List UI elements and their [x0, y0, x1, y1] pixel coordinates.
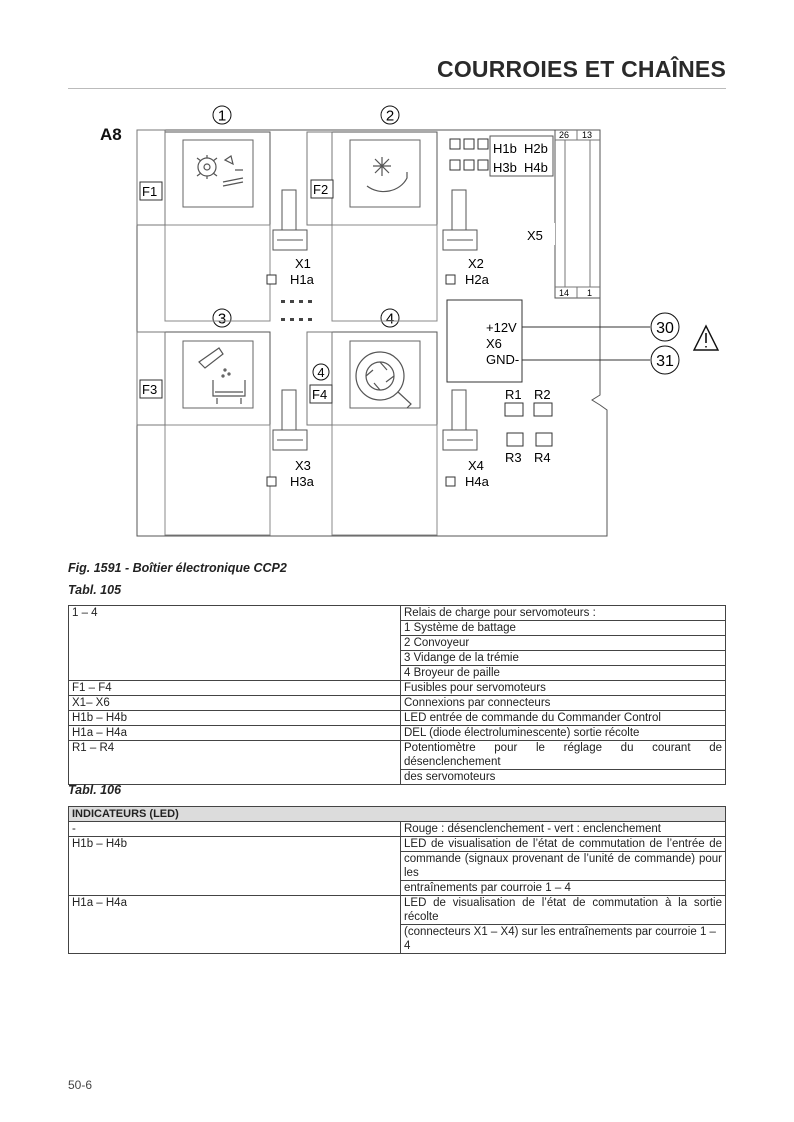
table-row	[69, 606, 726, 621]
relay-number-4	[381, 309, 399, 328]
table-row	[69, 636, 726, 651]
terminal-bottom-left: 14	[559, 288, 570, 298]
table-cell: Relais de charge pour servomoteurs :	[401, 606, 726, 621]
table-cell: H1a – H4a	[69, 726, 401, 741]
table-cell: 2 Convoyeur	[401, 636, 726, 651]
fuse-f3-label: F3	[142, 382, 158, 397]
relay-number-3	[213, 309, 231, 328]
table-cell: 1 – 4	[69, 606, 401, 621]
svg-text:2: 2	[385, 107, 395, 125]
pot-r1-label: R1	[505, 387, 522, 402]
connector-x3-plug	[273, 390, 307, 450]
terminal-x5-label: X5	[527, 228, 543, 243]
table-cell: H1b – H4b	[69, 837, 401, 852]
svg-text:1: 1	[217, 107, 227, 125]
table-header: INDICATEURS (LED)	[69, 807, 726, 822]
pot-r1	[505, 403, 523, 416]
table-row	[69, 696, 726, 711]
table-cell: H1b – H4b	[69, 711, 401, 726]
relay-number-2	[381, 106, 399, 125]
table-cell: LED de visualisation de l’état de commutation de l’entrée de	[401, 837, 726, 852]
header-rule	[68, 88, 726, 89]
figure-caption: Fig. 1591 - Boîtier électronique CCP2	[68, 561, 287, 575]
fuse-f1-label: F1	[142, 184, 158, 199]
table-cell: LED de visualisation de l’état de commutation à la sortie récolte	[401, 896, 726, 925]
page-number: 50-6	[68, 1078, 93, 1092]
led-h3a	[267, 477, 276, 486]
table-cell	[69, 881, 401, 896]
pot-r4-label: R4	[534, 450, 551, 465]
svg-text:3: 3	[217, 310, 227, 328]
ccp2-board-diagram	[95, 100, 735, 550]
table-cell: R1 – R4	[69, 741, 401, 770]
indicator-dots	[281, 300, 312, 321]
table-cell: 4 Broyeur de paille	[401, 666, 726, 681]
pot-r4	[536, 433, 552, 446]
table-cell: commande (signaux provenant de l’unité de commande) pour les	[401, 852, 726, 881]
table-cell: DEL (diode électroluminescente) sortie récolte	[401, 726, 726, 741]
table-row	[69, 711, 726, 726]
table-row	[69, 837, 726, 852]
table-row	[69, 881, 726, 896]
connector-x6	[447, 300, 522, 382]
connector-x2-label: X2	[468, 256, 484, 271]
table-row	[69, 852, 726, 881]
connector-x3-label: X3	[295, 458, 311, 473]
table-cell: des servomoteurs	[401, 770, 726, 785]
led-h3a-label: H3a	[290, 474, 314, 489]
warning-icon	[694, 326, 718, 350]
terminal-top-left: 26	[559, 130, 570, 140]
table-row	[69, 925, 726, 954]
table-cell: H1a – H4a	[69, 896, 401, 925]
terminal-x5	[555, 130, 600, 298]
table-cell: Connexions par connecteurs	[401, 696, 726, 711]
connector-x4-label: X4	[468, 458, 484, 473]
x6-pin-12v: +12V	[486, 320, 517, 335]
tabl106-caption: Tabl. 106	[68, 783, 122, 797]
led-h1a-label: H1a	[290, 272, 314, 287]
table-row	[69, 621, 726, 636]
table-header-row	[69, 807, 726, 822]
tabl105-table	[68, 605, 726, 785]
table-cell: X1– X6	[69, 696, 401, 711]
fuse-f4-label: F4	[312, 387, 328, 402]
connector-x1-plug	[273, 190, 307, 250]
table-row	[69, 651, 726, 666]
table-cell: Potentiomètre pour le réglage du courant de désenclenchement	[401, 741, 726, 770]
led-h4a	[446, 477, 455, 486]
table-cell: 1 Système de battage	[401, 621, 726, 636]
table-cell	[69, 651, 401, 666]
table-row	[69, 822, 726, 837]
x6-pin-gnd: GND-	[486, 352, 520, 367]
wire-number-31	[651, 346, 679, 374]
fuse-f2-label: F2	[313, 182, 329, 197]
fuse-f4-marker	[313, 364, 329, 380]
tabl105-caption: Tabl. 105	[68, 583, 122, 597]
connector-x2-plug	[443, 190, 477, 250]
table-cell: Rouge : désenclenchement - vert : enclenchement	[401, 822, 726, 837]
connector-x4-plug	[443, 390, 477, 450]
pot-r3	[507, 433, 523, 446]
led-h2a	[446, 275, 455, 284]
table-cell: entraînements par courroie 1 – 4	[401, 881, 726, 896]
table-row	[69, 741, 726, 770]
wire-number-30	[651, 313, 679, 341]
relay-number-1	[213, 106, 231, 125]
terminal-top-right: 13	[582, 130, 593, 140]
page-title: COURROIES ET CHAÎNES	[437, 56, 726, 82]
led-h3b-label: H3b	[493, 160, 517, 175]
table-cell: LED entrée de commande du Commander Control	[401, 711, 726, 726]
led-h2a-label: H2a	[465, 272, 489, 287]
led-h1b-label: H1b	[493, 141, 517, 156]
pot-r2	[534, 403, 552, 416]
table-cell: F1 – F4	[69, 681, 401, 696]
led-h4b-label: H4b	[524, 160, 548, 175]
led-h4a-label: H4a	[465, 474, 489, 489]
svg-text:4: 4	[385, 310, 395, 328]
table-cell	[69, 666, 401, 681]
pot-r2-label: R2	[534, 387, 551, 402]
led-h1a	[267, 275, 276, 284]
terminal-bottom-right: 1	[587, 288, 593, 298]
board-label: A8	[100, 125, 122, 144]
table-row	[69, 726, 726, 741]
table-cell: Fusibles pour servomoteurs	[401, 681, 726, 696]
table-cell: -	[69, 822, 401, 837]
svg-text:30: 30	[656, 320, 674, 337]
tabl106-table	[68, 806, 726, 954]
table-cell	[69, 852, 401, 881]
table-cell	[69, 621, 401, 636]
led-h2b-label: H2b	[524, 141, 548, 156]
table-cell	[69, 925, 401, 954]
table-row	[69, 666, 726, 681]
table-row	[69, 681, 726, 696]
svg-text:31: 31	[656, 353, 674, 370]
table-row	[69, 896, 726, 925]
table-cell: (connecteurs X1 – X4) sur les entraînements par courroie 1 – 4	[401, 925, 726, 954]
pot-r3-label: R3	[505, 450, 522, 465]
table-cell: 3 Vidange de la trémie	[401, 651, 726, 666]
svg-text:4: 4	[317, 365, 325, 380]
table-row	[69, 770, 726, 785]
table-cell	[69, 636, 401, 651]
connector-x1-label: X1	[295, 256, 311, 271]
x6-label: X6	[486, 336, 502, 351]
